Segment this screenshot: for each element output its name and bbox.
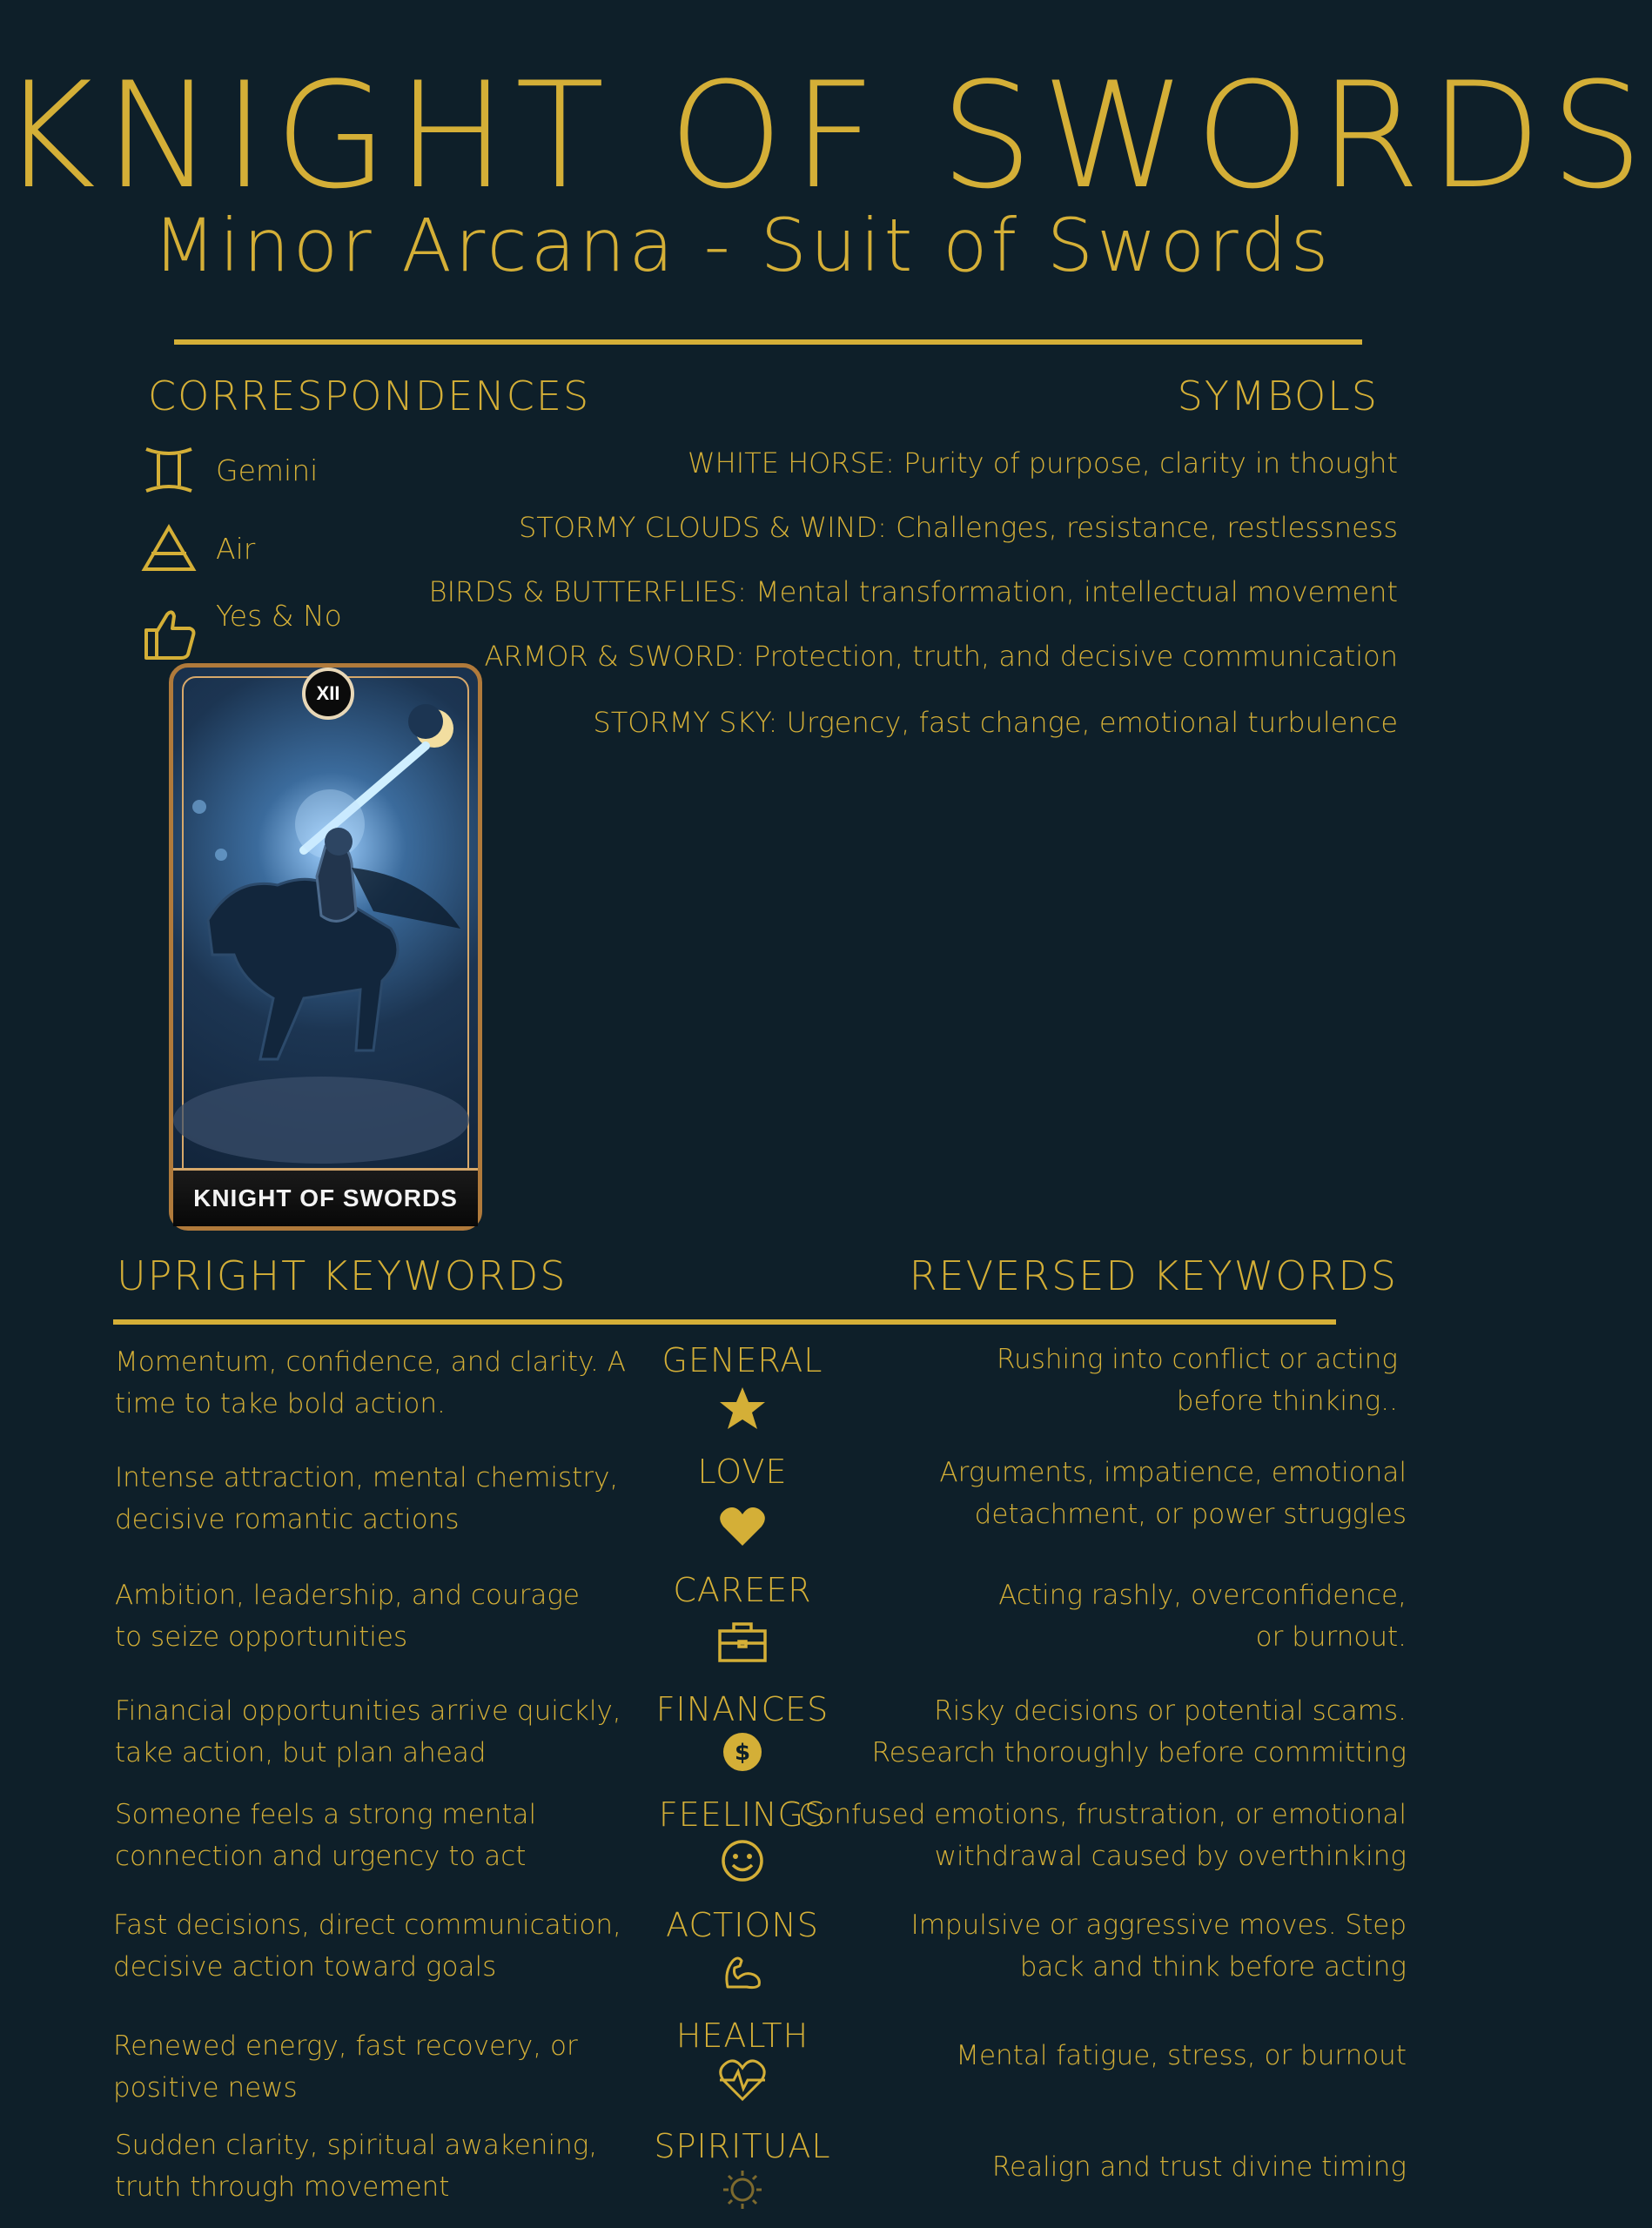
- correspondence-yes-no: [141, 599, 342, 661]
- smiley-icon: [716, 1836, 769, 1885]
- flexed-arm-icon: [716, 1947, 769, 1996]
- category-love: LOVE: [629, 1455, 856, 1551]
- category-general: GENERAL: [629, 1344, 856, 1433]
- page-title: KNIGHT OF SWORDS: [0, 50, 1652, 221]
- symbol-item: BIRDS & BUTTERFLIES: Mental transformation, intellectual movement: [428, 575, 1398, 608]
- category-health: HEALTH: [629, 2019, 856, 2104]
- reversed-finances-text: Risky decisions or potential scams. Research thoroughly before committing: [871, 1695, 1407, 1768]
- reversed-career-text: Acting rashly, overconfidence, or burnout.: [998, 1580, 1407, 1653]
- air-triangle-icon: [141, 520, 197, 576]
- keywords-divider: [113, 1319, 1336, 1325]
- header-divider: [174, 339, 1362, 345]
- upright-keywords-heading: UPRIGHT KEYWORDS: [117, 1252, 567, 1299]
- symbols-heading: SYMBOLS: [1177, 372, 1379, 419]
- symbol-item: STORMY SKY: Urgency, fast change, emotional turbulence: [593, 706, 1398, 739]
- svg-text:$: $: [734, 1740, 751, 1766]
- card-number-badge: XII: [302, 668, 354, 720]
- correspondence-air: [141, 520, 255, 576]
- sun-ring-icon: [716, 2168, 769, 2211]
- reversed-love-text: Arguments, impatience, emotional detachment, or power struggles: [939, 1457, 1407, 1530]
- upright-general-text: Momentum, confidence, and clarity. A time to take bold action.: [115, 1346, 626, 1419]
- upright-career-text: Ambition, leadership, and courage to seize opportunities: [115, 1580, 581, 1653]
- reversed-actions-text: Impulsive or aggressive moves. Step back and think before acting: [910, 1909, 1407, 1983]
- thumbs-up-icon: [141, 606, 197, 661]
- category-actions: ACTIONS: [629, 1909, 856, 1996]
- correspondence-label: Air: [216, 531, 256, 566]
- symbol-item: STORMY CLOUDS & WIND: Challenges, resistance, restlessness: [518, 511, 1398, 544]
- category-career: CAREER: [629, 1574, 856, 1666]
- gemini-icon: [141, 442, 197, 498]
- correspondence-gemini: [141, 442, 318, 498]
- correspondence-label: Yes & No: [216, 599, 342, 633]
- briefcase-icon: [716, 1617, 769, 1666]
- correspondence-label: Gemini: [216, 453, 319, 487]
- heart-icon: [716, 1502, 769, 1551]
- category-spiritual: SPIRITUAL: [629, 2130, 856, 2211]
- star-icon: [716, 1384, 769, 1433]
- upright-love-text: Intense attraction, mental chemistry, decisive romantic actions: [115, 1462, 619, 1535]
- symbol-item: WHITE HORSE: Purity of purpose, clarity in thought: [688, 446, 1398, 480]
- knight-illustration: [173, 668, 478, 1172]
- page-subtitle: Minor Arcana - Suit of Swords: [152, 203, 1333, 288]
- reversed-keywords-heading: REVERSED KEYWORDS: [909, 1252, 1398, 1299]
- upright-health-text: Renewed energy, fast recovery, or positive news: [113, 2030, 578, 2104]
- category-finances: FINANCES $: [629, 1693, 856, 1776]
- upright-spiritual-text: Sudden clarity, spiritual awakening, truth through movement: [115, 2130, 598, 2203]
- card-name-banner: KNIGHT OF SWORDS: [173, 1168, 478, 1226]
- reversed-feelings-text: Confused emotions, frustration, or emotional withdrawal caused by overthinking: [798, 1799, 1407, 1872]
- symbol-item: ARMOR & SWORD: Protection, truth, and decisive communication: [484, 640, 1398, 673]
- reversed-health-text: Mental fatigue, stress, or burnout: [956, 2040, 1407, 2071]
- upright-feelings-text: Someone feels a strong mental connection and urgency to act: [115, 1799, 537, 1872]
- reversed-spiritual-text: Realign and trust divine timing: [991, 2151, 1407, 2183]
- reversed-general-text: Rushing into conflict or acting before thinking..: [996, 1344, 1398, 1417]
- correspondences-heading: CORRESPONDENCES: [148, 372, 591, 419]
- heartbeat-icon: [716, 2056, 769, 2104]
- tarot-card-image: [169, 663, 482, 1231]
- upright-finances-text: Financial opportunities arrive quickly, take action, but plan ahead: [115, 1695, 621, 1768]
- dollar-coin-icon: [716, 1728, 769, 1776]
- upright-actions-text: Fast decisions, direct communication, decisive action toward goals: [113, 1909, 621, 1983]
- category-feelings: FEELINGS: [629, 1798, 856, 1885]
